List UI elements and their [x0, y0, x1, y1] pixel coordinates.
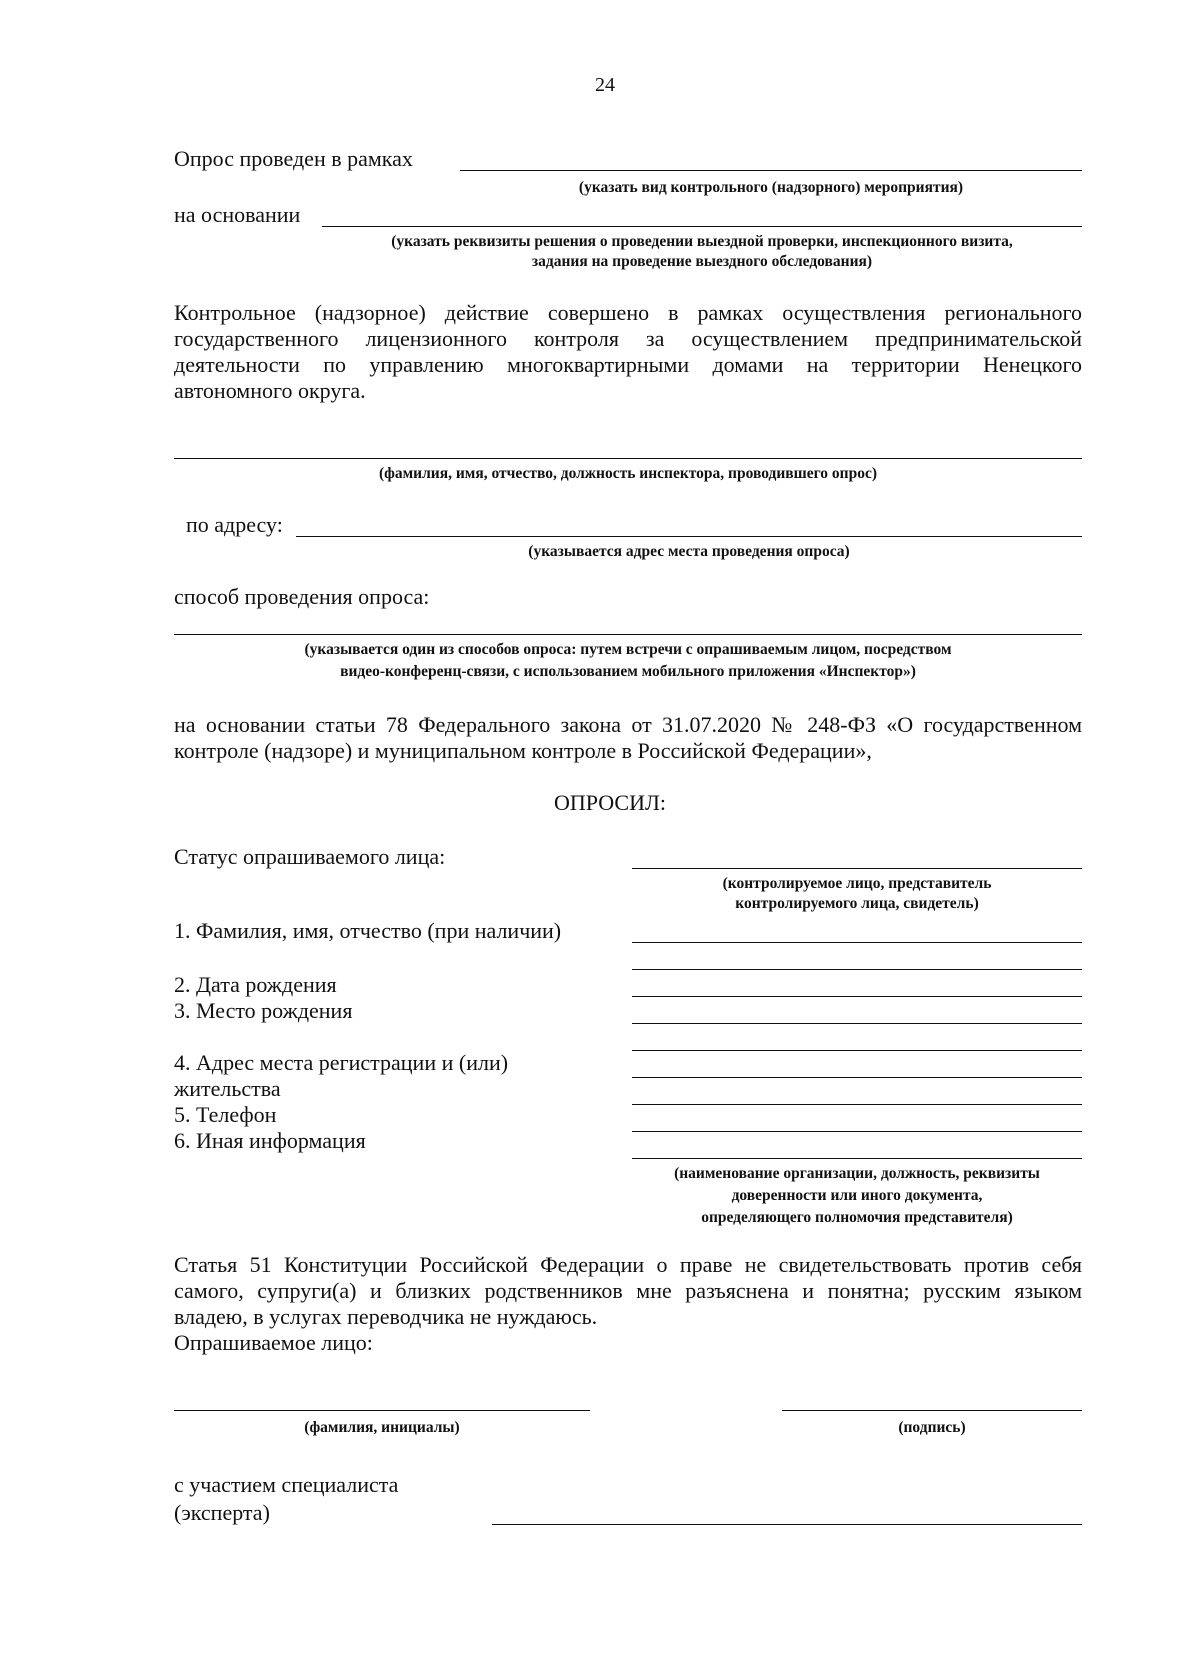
field-address-label-line1: 4. Адрес места регистрации и (или)	[174, 1050, 509, 1075]
status-hint-line1: (контролируемое лицо, представитель	[722, 875, 992, 892]
field-birth-place-line-2[interactable]	[632, 1050, 1082, 1051]
inspector-hint: (фамилия, имя, отчество, должность инспектора, проводившего опрос)	[378, 465, 878, 482]
field-birth-place-line[interactable]	[632, 1023, 1082, 1024]
field-address-line-2[interactable]	[632, 1104, 1082, 1105]
method-hint-line2: видео-конференц-связи, с использованием мобильного приложения «Инспектор»)	[340, 663, 916, 680]
status-line[interactable]	[632, 868, 1082, 869]
law-basis-line1: на основании статьи 78 Федерального закона от 31.07.2020 № 248-ФЗ «О государственном	[174, 712, 1082, 737]
law-basis-paragraph	[174, 712, 1082, 764]
field-other-label: 6. Иная информация	[174, 1128, 366, 1153]
constitution-line2: самого, супруги(а) и близких родственников мне разъяснена и понятна; русским языком	[174, 1278, 1082, 1303]
field-birth-date-line[interactable]	[632, 996, 1082, 997]
representative-hint-line2: доверенности или иного документа,	[731, 1187, 983, 1204]
constitution-line1: Статья 51 Конституции Российской Федерации о праве не свидетельствовать против себя	[174, 1252, 1082, 1277]
method-line[interactable]	[174, 634, 1082, 635]
address-label: по адресу:	[186, 512, 283, 537]
respondent-label: Опрашиваемое лицо:	[174, 1330, 373, 1355]
status-hint-line2: контролируемого лица, свидетель)	[735, 895, 979, 912]
field-full-name-label: 1. Фамилия, имя, отчество (при наличии)	[174, 918, 562, 943]
field-phone-label: 5. Телефон	[174, 1102, 277, 1127]
field-address-label-line2: жительства	[174, 1076, 281, 1101]
field-address-line[interactable]	[632, 1077, 1082, 1078]
address-line[interactable]	[296, 536, 1082, 537]
inspector-line[interactable]	[174, 458, 1082, 459]
field-birth-date-label: 2. Дата рождения	[174, 972, 337, 997]
basis-label: на основании	[174, 202, 301, 227]
respondent-name-hint: (фамилия, инициалы)	[304, 1419, 460, 1436]
action-line3: деятельности по управлению многоквартирными домами на территории Ненецкого	[174, 352, 1082, 377]
survey-within-label: Опрос проведен в рамках	[174, 146, 413, 171]
field-full-name-line-2[interactable]	[632, 969, 1082, 970]
basis-hint-line2: задания на проведение выездного обследования)	[531, 253, 873, 270]
representative-hint-line1: (наименование организации, должность, реквизиты	[674, 1165, 1040, 1182]
respondent-signature-line[interactable]	[782, 1410, 1082, 1411]
basis-line[interactable]	[322, 226, 1082, 227]
respondent-name-line[interactable]	[174, 1410, 590, 1411]
field-birth-place-label: 3. Место рождения	[174, 998, 353, 1023]
survey-within-hint: (указать вид контрольного (надзорного) мероприятия)	[578, 179, 964, 196]
specialist-label-line1: с участием специалиста	[174, 1472, 399, 1497]
status-label: Статус опрашиваемого лица:	[174, 844, 446, 869]
action-line2: государственного лицензионного контроля за осуществлением предпринимательской	[174, 326, 1082, 351]
representative-hint-line3: определяющего полномочия представителя)	[701, 1209, 1013, 1226]
constitution-paragraph	[174, 1252, 1082, 1356]
action-line4: автономного округа.	[174, 378, 366, 403]
opposil-heading: ОПРОСИЛ:	[553, 790, 667, 815]
action-paragraph	[174, 300, 1082, 404]
method-label: способ проведения опроса:	[174, 584, 430, 609]
law-basis-line2: контроле (надзоре) и муниципальном контроле в Российской Федерации»,	[174, 738, 872, 763]
specialist-line[interactable]	[492, 1524, 1082, 1525]
field-phone-line[interactable]	[632, 1131, 1082, 1132]
field-other-line[interactable]	[632, 1158, 1082, 1159]
method-hint-line1: (указывается один из способов опроса: путем встречи с опрашиваемым лицом, посредством	[304, 641, 952, 658]
specialist-label-line2: (эксперта)	[174, 1500, 270, 1525]
survey-within-line[interactable]	[460, 170, 1082, 171]
basis-hint-line1: (указать реквизиты решения о проведении выездной проверки, инспекционного визита,	[391, 233, 1013, 250]
action-line1: Контрольное (надзорное) действие совершено в рамках осуществления регионального	[174, 300, 1082, 325]
constitution-line3: владею, в услугах переводчика не нуждаюсь.	[174, 1304, 598, 1329]
respondent-signature-hint: (подпись)	[898, 1419, 966, 1436]
address-hint: (указывается адрес места проведения опроса)	[528, 543, 850, 560]
page-number: 24	[595, 74, 615, 96]
field-full-name-line[interactable]	[632, 942, 1082, 943]
